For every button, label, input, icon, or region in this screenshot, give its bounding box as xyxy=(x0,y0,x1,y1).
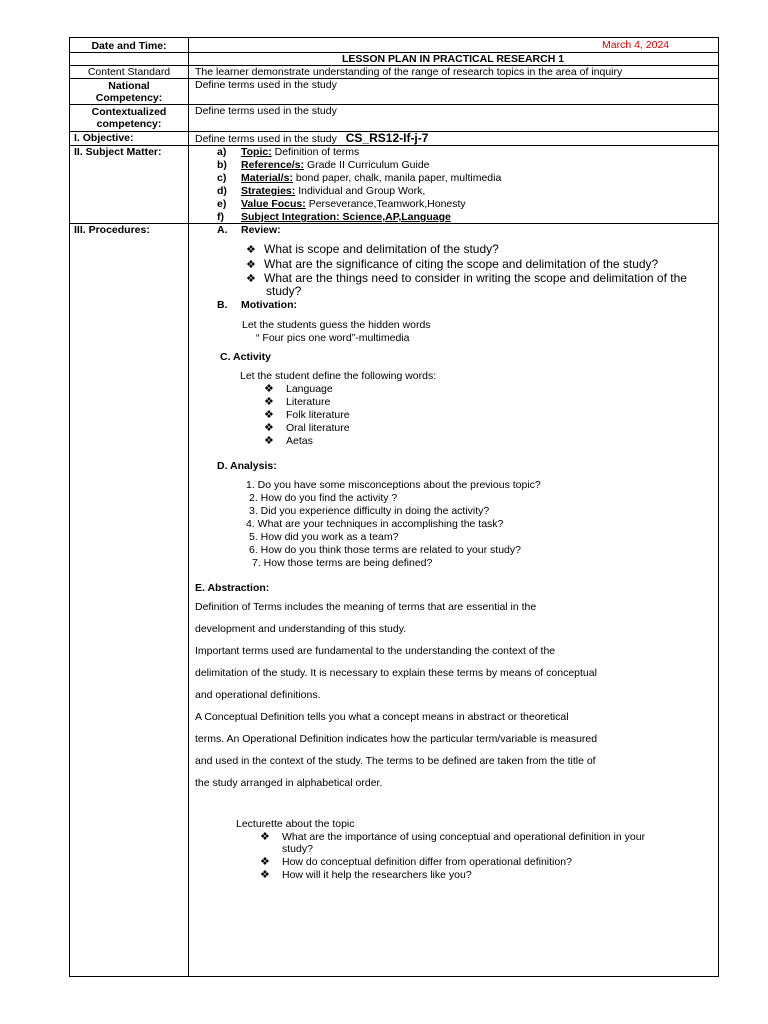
item-key: Topic: xyxy=(241,146,272,158)
activity-word-text: Literature xyxy=(286,396,331,408)
abstraction-line: and operational definitions. xyxy=(195,689,321,701)
review-item xyxy=(246,258,658,272)
item-value: Individual and Group Work, xyxy=(295,185,426,197)
diamond-bullet-icon: ❖ xyxy=(264,409,274,421)
analysis-question: 4. What are your techniques in accomplishing the task? xyxy=(246,518,504,530)
item-marker: c) xyxy=(217,172,227,184)
lecturette-item xyxy=(260,869,472,881)
item-value: Definition of terms xyxy=(271,146,360,158)
contextualized-competency-value: Define terms used in the study xyxy=(195,105,337,117)
procedures-label: III. Procedures: xyxy=(74,224,150,236)
analysis-question: 7. How those terms are being defined? xyxy=(252,557,433,569)
review-item-text: What are the things need to consider in writing the scope and delimitation of the xyxy=(264,271,687,285)
activity-word xyxy=(264,409,350,421)
activity-word xyxy=(264,422,350,434)
abstraction-line: A Conceptual Definition tells you what a concept means in abstract or theoretical xyxy=(195,711,569,723)
abstraction-line: and used in the context of the study. The terms to be defined are taken from the title of xyxy=(195,755,596,767)
national-competency-value: Define terms used in the study xyxy=(195,79,337,91)
subject-matter-label: II. Subject Matter: xyxy=(74,146,162,158)
column-divider xyxy=(188,38,189,976)
item-value: bond paper, chalk, manila paper, multimedia xyxy=(292,172,502,184)
subject-matter-item xyxy=(217,159,430,171)
analysis-title: D. Analysis: xyxy=(217,460,277,472)
analysis-question: 5. How did you work as a team? xyxy=(249,531,399,543)
activity-word-text: Aetas xyxy=(286,435,313,447)
lecturette-item xyxy=(260,831,645,843)
motivation-marker: B. xyxy=(217,299,228,311)
item-marker: d) xyxy=(217,185,227,197)
date-label: Date and Time: xyxy=(91,40,167,52)
contextualized-competency-label: Contextualized competency: xyxy=(91,106,167,130)
review-item xyxy=(266,285,301,298)
subject-matter-item xyxy=(217,172,501,184)
lecturette-item xyxy=(260,856,572,868)
diamond-bullet-icon: ❖ xyxy=(264,383,274,395)
objective-value xyxy=(195,132,428,145)
review-item xyxy=(246,272,687,286)
national-competency-label: National Competency: xyxy=(95,80,163,104)
objective-label: I. Objective: xyxy=(74,132,134,144)
review-item xyxy=(246,243,499,257)
activity-intro: Let the student define the following words: xyxy=(240,370,437,382)
date-value: March 4, 2024 xyxy=(602,39,670,51)
item-key: Material/s: xyxy=(241,172,293,184)
row-divider xyxy=(70,104,718,105)
item-marker: f) xyxy=(217,211,224,223)
motivation-line: Let the students guess the hidden words xyxy=(242,319,431,331)
review-marker: A. xyxy=(217,224,228,236)
abstraction-line: the study arranged in alphabetical order. xyxy=(195,777,383,789)
diamond-bullet-icon: ❖ xyxy=(246,244,256,256)
diamond-bullet-icon: ❖ xyxy=(264,396,274,408)
diamond-bullet-icon: ❖ xyxy=(264,435,274,447)
item-key: Strategies: xyxy=(241,185,296,197)
abstraction-line: development and understanding of this study. xyxy=(195,623,407,635)
activity-word xyxy=(264,435,313,447)
item-key: Value Focus: xyxy=(241,198,306,210)
review-item-text: study? xyxy=(266,284,302,298)
review-title: Review: xyxy=(241,224,281,236)
lecturette-item-text: What are the importance of using conceptual and operational definition in your xyxy=(282,831,646,843)
subject-matter-item xyxy=(217,146,359,158)
abstraction-line: Definition of Terms includes the meaning of terms that are essential in the xyxy=(195,601,537,613)
row-divider xyxy=(70,78,718,79)
activity-title: C. Activity xyxy=(220,351,271,363)
activity-word xyxy=(264,396,330,408)
diamond-bullet-icon: ❖ xyxy=(260,869,270,881)
objective-text: Define terms used in the study xyxy=(195,133,337,145)
diamond-bullet-icon: ❖ xyxy=(264,422,274,434)
content-standard-label: Content Standard xyxy=(87,66,171,78)
item-marker: b) xyxy=(217,159,227,171)
subject-matter-item xyxy=(217,198,466,210)
diamond-bullet-icon: ❖ xyxy=(246,259,256,271)
diamond-bullet-icon: ❖ xyxy=(260,856,270,868)
review-item-text: What are the significance of citing the scope and delimitation of the study? xyxy=(264,257,659,271)
motivation-line: “ Four pics one word”-multimedia xyxy=(256,332,410,344)
diamond-bullet-icon: ❖ xyxy=(260,831,270,843)
lecturette-item-text: study? xyxy=(282,843,313,855)
abstraction-line: Important terms used are fundamental to the understanding the context of the xyxy=(195,645,556,657)
activity-word-text: Oral literature xyxy=(286,422,350,434)
lecturette-item-text: How will it help the researchers like you? xyxy=(282,869,472,881)
lecturette-item xyxy=(282,843,313,855)
lecturette-title: Lecturette about the topic xyxy=(236,818,355,830)
lecturette-item-text: How do conceptual definition differ from operational definition? xyxy=(282,856,572,868)
subject-matter-item xyxy=(217,185,425,197)
lesson-title: LESSON PLAN IN PRACTICAL RESEARCH 1 xyxy=(341,53,565,65)
analysis-question: 2. How do you find the activity ? xyxy=(249,492,398,504)
content-standard-value: The learner demonstrate understanding of the range of research topics in the area of inquiry xyxy=(195,66,623,78)
analysis-question: 6. How do you think those terms are related to your study? xyxy=(249,544,521,556)
review-item-text: What is scope and delimitation of the study? xyxy=(264,242,499,256)
abstraction-line: delimitation of the study. It is necessary to explain these terms by means of conceptual xyxy=(195,667,597,679)
subject-matter-item xyxy=(217,211,451,223)
diamond-bullet-icon: ❖ xyxy=(246,273,256,285)
item-key: Reference/s: xyxy=(241,159,305,171)
motivation-title: Motivation: xyxy=(241,299,297,311)
activity-word xyxy=(264,383,333,395)
activity-word-text: Language xyxy=(286,383,333,395)
analysis-question: 3. Did you experience difficulty in doing the activity? xyxy=(249,505,490,517)
item-marker: e) xyxy=(217,198,227,210)
abstraction-title: E. Abstraction: xyxy=(195,582,270,594)
lesson-plan-table xyxy=(69,37,719,977)
item-value: Perseverance,Teamwork,Honesty xyxy=(305,198,466,210)
abstraction-line: terms. An Operational Definition indicates how the particular term/variable is measured xyxy=(195,733,598,745)
item-marker: a) xyxy=(217,146,227,158)
activity-word-text: Folk literature xyxy=(286,409,350,421)
analysis-question: 1. Do you have some misconceptions about the previous topic? xyxy=(246,479,541,491)
item-key: Subject Integration: Science,AP,Language xyxy=(241,211,451,223)
item-value: Grade II Curriculum Guide xyxy=(304,159,430,171)
competency-code: CS_RS12-If-j-7 xyxy=(345,131,429,145)
